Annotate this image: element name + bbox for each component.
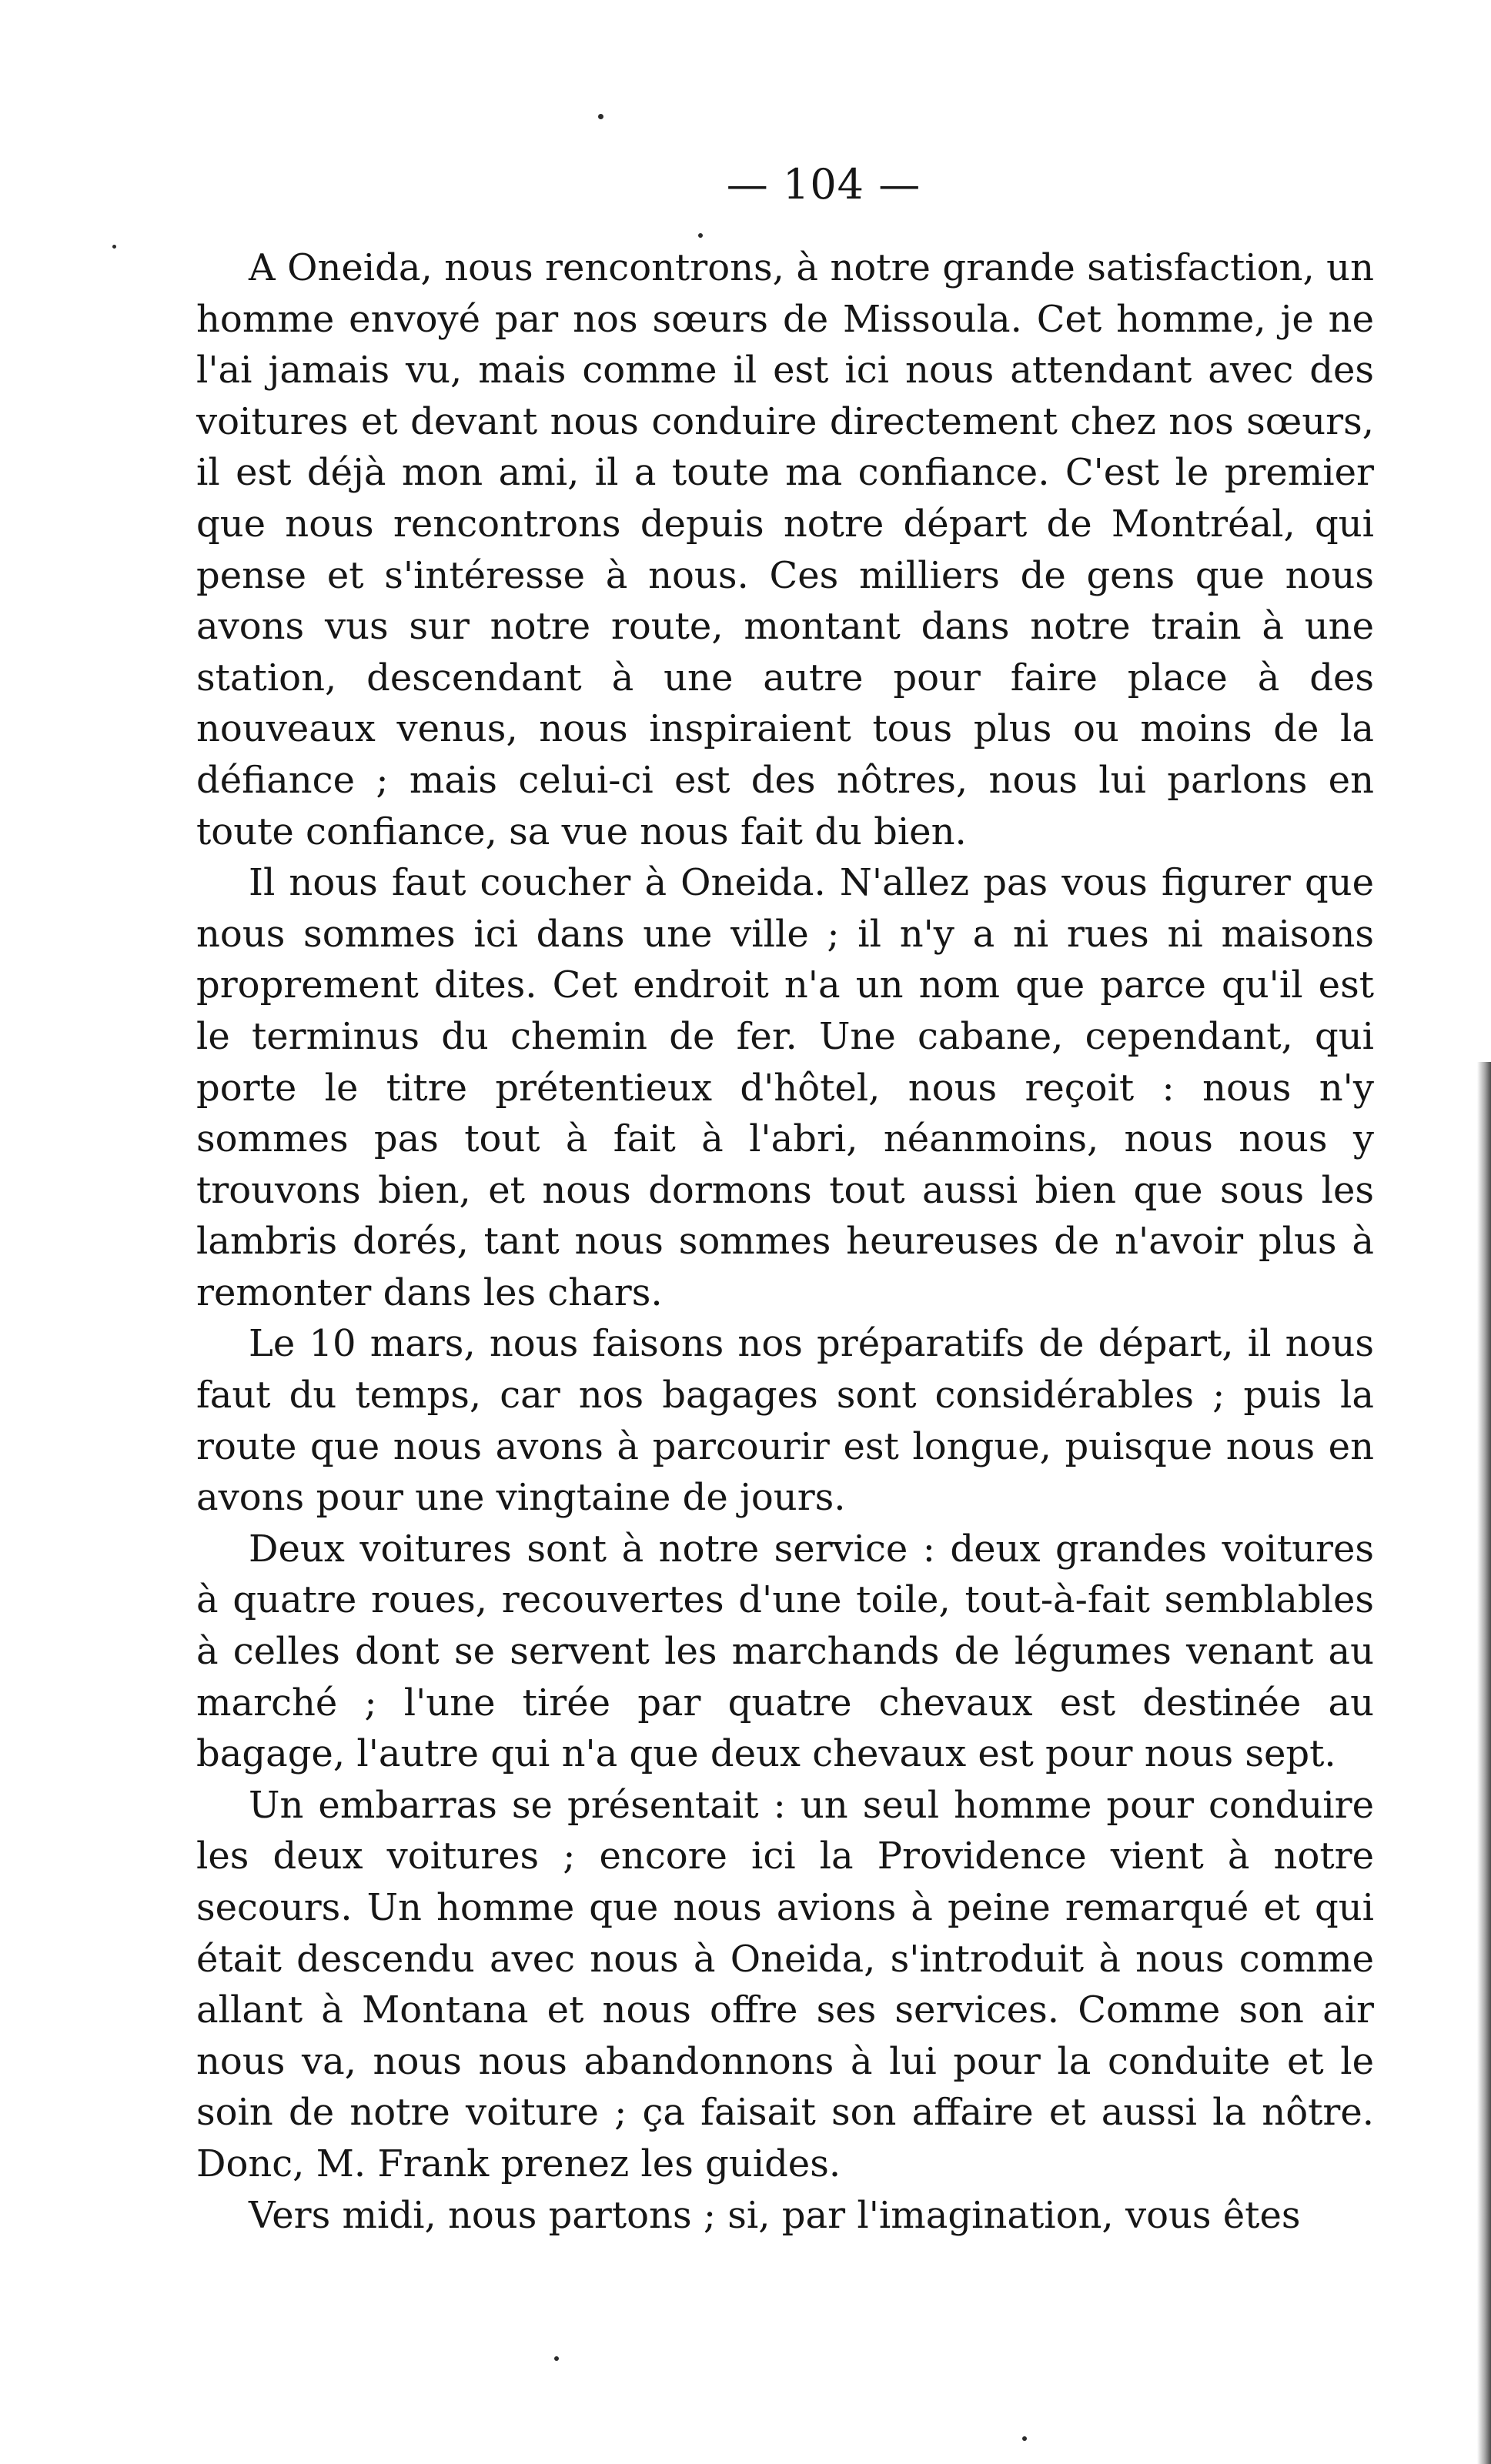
- paragraph: Le 10 mars, nous faisons nos préparatifs de départ, il nous faut du temps, car nos bagages sont considérables ; puis la route que nous avons à parcourir est longue, puisque nous en avons pour une vingtaine de jours.: [196, 1322, 1374, 1520]
- ink-speck: [698, 233, 703, 238]
- page-edge-shadow: [1477, 1062, 1491, 2464]
- paragraph: A Oneida, nous rencontrons, à notre grande satisfaction, un homme envoyé par nos sœurs de Missoula. Cet homme, je ne l'ai jamais vu, mais comme il est ici nous attendant avec des voitures et devant nous conduire directement chez nos sœurs, il est déjà mon ami, il a toute ma confiance. C'est le premier que nous rencontrons depuis notre départ de Montréal, qui pense et s'intéresse à nous. Ces milliers de gens que nous avons vus sur notre route, montant dans notre train à une station, descendant à une autre pour faire place à des nouveaux venus, nous inspiraient tous plus ou moins de la défiance ; mais celui-ci est des nôtres, nous lui parlons en toute confiance, sa vue nous fait du bien.: [196, 246, 1374, 853]
- paragraph: Il nous faut coucher à Oneida. N'allez pas vous figurer que nous sommes ici dans une ville ; il n'y a ni rues ni maisons proprement dites. Cet endroit n'a un nom que parce qu'il est le terminus du chemin de fer. Une cabane, cependant, qui porte le titre prétentieux d'hôtel, nous reçoit : nous n'y sommes pas tout à fait à l'abri, néanmoins, nous nous y trouvons bien, et nous dormons tout aussi bien que sous les lambris dorés, tant nous sommes heureuses de n'avoir plus à remonter dans les chars.: [196, 861, 1374, 1314]
- ink-speck: [1022, 2436, 1027, 2441]
- ink-speck: [112, 245, 116, 249]
- ink-speck: [554, 2356, 559, 2361]
- page-number: — 104 —: [726, 160, 921, 209]
- paragraph: Un embarras se présentait : un seul homme pour conduire les deux voitures ; encore ici la Providence vient à notre secours. Un homme que nous avions à peine remarqué et qui était descendu avec nous à Oneida, s'introduit à nous comme allant à Montana et nous offre ses services. Comme son air nous va, nous nous abandonnons à lui pour la conduite et le soin de notre voiture ; ça faisait son affaire et aussi la nôtre. Donc, M. Frank prenez les guides.: [196, 1783, 1374, 2185]
- body-text: [196, 242, 1374, 2241]
- ink-speck: [598, 114, 603, 119]
- paragraph: Deux voitures sont à notre service : deux grandes voitures à quatre roues, recouvertes d'une toile, tout-à-fait semblables à celles dont se servent les marchands de légumes venant au marché ; l'une tirée par quatre chevaux est destinée au bagage, l'autre qui n'a que deux chevaux est pour nous sept.: [196, 1527, 1374, 1776]
- paragraph: Vers midi, nous partons ; si, par l'imagination, vous êtes: [249, 2193, 1301, 2237]
